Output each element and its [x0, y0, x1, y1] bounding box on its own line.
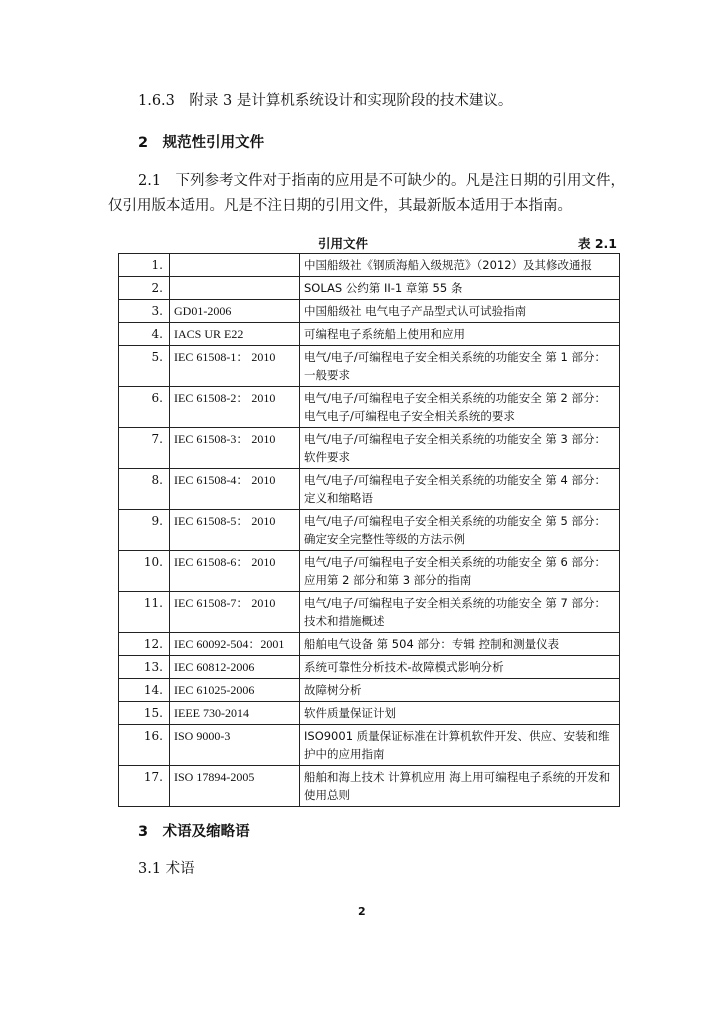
row-number: 2. — [119, 277, 170, 300]
row-number: 11. — [119, 592, 170, 633]
standard-code: IEC 60812-2006 — [170, 656, 300, 679]
standard-code — [170, 254, 300, 277]
standard-code: GD01-2006 — [170, 300, 300, 323]
row-number: 9. — [119, 510, 170, 551]
row-number: 6. — [119, 387, 170, 428]
row-number: 17. — [119, 766, 170, 807]
document-title: SOLAS 公约第 II-1 章第 55 条 — [300, 277, 620, 300]
row-number: 7. — [119, 428, 170, 469]
document-title: 电气/电子/可编程电子安全相关系统的功能安全 第 3 部分：软件要求 — [300, 428, 620, 469]
table-row — [119, 428, 620, 469]
paragraph-1-6-3: 1.6.3 附录 3 是计算机系统设计和实现阶段的技术建议。 — [138, 93, 513, 109]
standard-code — [170, 277, 300, 300]
row-number: 5. — [119, 346, 170, 387]
table-row — [119, 633, 620, 656]
table-row — [119, 469, 620, 510]
document-title: 软件质量保证计划 — [300, 702, 620, 725]
standard-code: IEC 61025-2006 — [170, 679, 300, 702]
table-row — [119, 510, 620, 551]
row-number: 15. — [119, 702, 170, 725]
standard-code: IEC 61508-7： 2010 — [170, 592, 300, 633]
row-number: 4. — [119, 323, 170, 346]
table-row — [119, 702, 620, 725]
document-title: 电气/电子/可编程电子安全相关系统的功能安全 第 2 部分：电气电子/可编程电子安全相关系统的要求 — [300, 387, 620, 428]
document-title: 中国船级社 电气电子产品型式认可试验指南 — [300, 300, 620, 323]
standard-code: ISO 9000-3 — [170, 725, 300, 766]
paragraph-3-1: 3.1 术语 — [138, 861, 195, 877]
document-title: 船舶和海上技术 计算机应用 海上用可编程电子系统的开发和使用总则 — [300, 766, 620, 807]
table-caption: 引用文件 — [318, 236, 369, 251]
table-row — [119, 323, 620, 346]
table-number: 表 2.1 — [578, 236, 617, 251]
document-title: 电气/电子/可编程电子安全相关系统的功能安全 第 5 部分：确定安全完整性等级的方法示例 — [300, 510, 620, 551]
row-number: 12. — [119, 633, 170, 656]
standard-code: IEC 61508-1： 2010 — [170, 346, 300, 387]
reference-table — [118, 253, 620, 807]
document-title: 可编程电子系统船上使用和应用 — [300, 323, 620, 346]
table-row — [119, 346, 620, 387]
row-number: 14. — [119, 679, 170, 702]
document-title: 电气/电子/可编程电子安全相关系统的功能安全 第 7 部分：技术和措施概述 — [300, 592, 620, 633]
paragraph-2-1-line-2: 仅引用版本适用。凡是不注日期的引用文件，其最新版本适用于本指南。 — [108, 198, 572, 214]
document-title: 系统可靠性分析技术-故障模式影响分析 — [300, 656, 620, 679]
row-number: 3. — [119, 300, 170, 323]
document-title: 电气/电子/可编程电子安全相关系统的功能安全 第 1 部分：一般要求 — [300, 346, 620, 387]
standard-code: ISO 17894-2005 — [170, 766, 300, 807]
standard-code: IEC 61508-3： 2010 — [170, 428, 300, 469]
standard-code: IACS UR E22 — [170, 323, 300, 346]
row-number: 13. — [119, 656, 170, 679]
table-row — [119, 656, 620, 679]
standard-code: IEC 60092-504：2001 — [170, 633, 300, 656]
table-row — [119, 679, 620, 702]
table-row — [119, 300, 620, 323]
standard-code: IEEE 730-2014 — [170, 702, 300, 725]
row-number: 16. — [119, 725, 170, 766]
table-row — [119, 725, 620, 766]
document-title: 电气/电子/可编程电子安全相关系统的功能安全 第 6 部分：应用第 2 部分和第 3 部分的指南 — [300, 551, 620, 592]
document-title: 船舶电气设备 第 504 部分：专辑 控制和测量仪表 — [300, 633, 620, 656]
row-number: 8. — [119, 469, 170, 510]
standard-code: IEC 61508-4： 2010 — [170, 469, 300, 510]
standard-code: IEC 61508-6： 2010 — [170, 551, 300, 592]
paragraph-2-1-line-1: 2.1 下列参考文件对于指南的应用是不可缺少的。凡是注日期的引用文件， — [138, 173, 626, 189]
row-number: 1. — [119, 254, 170, 277]
document-title: ISO9001 质量保证标准在计算机软件开发、供应、安装和维护中的应用指南 — [300, 725, 620, 766]
document-title: 电气/电子/可编程电子安全相关系统的功能安全 第 4 部分：定义和缩略语 — [300, 469, 620, 510]
table-row — [119, 387, 620, 428]
document-title: 中国船级社《钢质海船入级规范》（2012）及其修改通报 — [300, 254, 620, 277]
standard-code: IEC 61508-2： 2010 — [170, 387, 300, 428]
row-number: 10. — [119, 551, 170, 592]
standard-code: IEC 61508-5： 2010 — [170, 510, 300, 551]
table-row — [119, 766, 620, 807]
table-row — [119, 277, 620, 300]
table-row — [119, 254, 620, 277]
page-number: 2 — [358, 905, 366, 918]
table-row — [119, 592, 620, 633]
section-3-heading: 3 术语及缩略语 — [138, 824, 250, 840]
document-title: 故障树分析 — [300, 679, 620, 702]
section-2-heading: 2 规范性引用文件 — [138, 135, 265, 151]
table-row — [119, 551, 620, 592]
